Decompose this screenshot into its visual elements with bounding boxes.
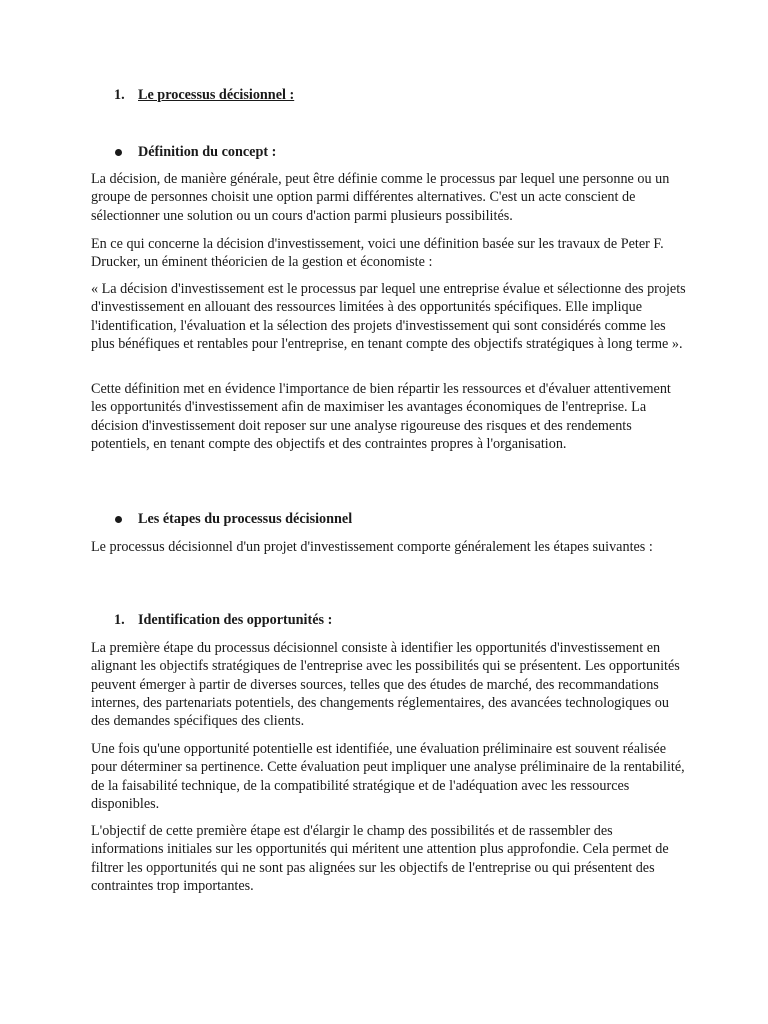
step-paragraph-3: L'objectif de cette première étape est d'élargir le champ des possibilités et de rassembler des informations initiales sur les opportunités qui méritent une attention plus approfondie. Cela permet de filtrer les opportunités qui ne sont pas alignées sur les objectifs de l'entreprise ou qui présentent des contraintes trop importantes.: [91, 823, 669, 894]
definition-paragraph-2: En ce qui concerne la décision d'investissement, voici une définition basée sur les travaux de Peter F. Drucker, un éminent théoricien de la gestion et économiste :: [91, 236, 664, 271]
step-paragraph-2: Une fois qu'une opportunité potentielle est identifiée, une évaluation préliminaire est souvent réalisée pour déterminer sa pertinence. Cette évaluation peut impliquer une analyse préliminaire de la rentabilité, de la faisabilité technique, de la compatibilité stratégique et de l'adéquation avec les ressources disponibles.: [91, 741, 685, 812]
bullet-icon: [115, 516, 122, 523]
definition-quote: « La décision d'investissement est le processus par lequel une entreprise évalue et sélectionne des projets d'investissement en allouant des ressources limitées à des opportunités spécifiques. Elle implique l'identification, l'évaluation et la sélection des projets d'investissement qui sont considérés comme les plus bénéfiques et rentables pour l'entreprise, en tenant compte des objectifs stratégiques à long terme ».: [91, 281, 686, 352]
etapes-intro: Le processus décisionnel d'un projet d'investissement comporte généralement les étapes suivantes :: [91, 539, 653, 555]
step-paragraph-1: La première étape du processus décisionnel consiste à identifier les opportunités d'investissement en alignant les objectifs stratégiques de l'entreprise avec les possibilités qui se présentent. Les opportunités peuvent émerger à partir de diverses sources, telles que des études de marché, des recommandations internes, des partenariats potentiels, des changements réglementaires, des avancées technologiques ou des demandes spécifiques des clients.: [91, 640, 680, 730]
definition-heading: Définition du concept :: [138, 144, 277, 160]
step-number: 1.: [114, 612, 125, 628]
definition-paragraph-4: Cette définition met en évidence l'importance de bien répartir les ressources et d'évaluer attentivement les opportunités d'investissement afin de maximiser les avantages économiques de l'entreprise. La décision d'investissement doit reposer sur une analyse rigoureuse des risques et des rendements potentiels, en tenant compte des objectifs et des contraintes propres à l'organisation.: [91, 381, 671, 452]
etapes-heading: Les étapes du processus décisionnel: [138, 511, 353, 527]
section-number: 1.: [114, 87, 125, 103]
bullet-icon: [115, 149, 122, 156]
step-title: Identification des opportunités :: [138, 612, 333, 628]
section-title: Le processus décisionnel :: [138, 87, 295, 103]
definition-paragraph-1: La décision, de manière générale, peut être définie comme le processus par lequel une personne ou un groupe de personnes choisit une option parmi différentes alternatives. C'est un acte conscient de sélectionner une solution ou un cours d'action parmi plusieurs possibilités.: [91, 171, 670, 224]
